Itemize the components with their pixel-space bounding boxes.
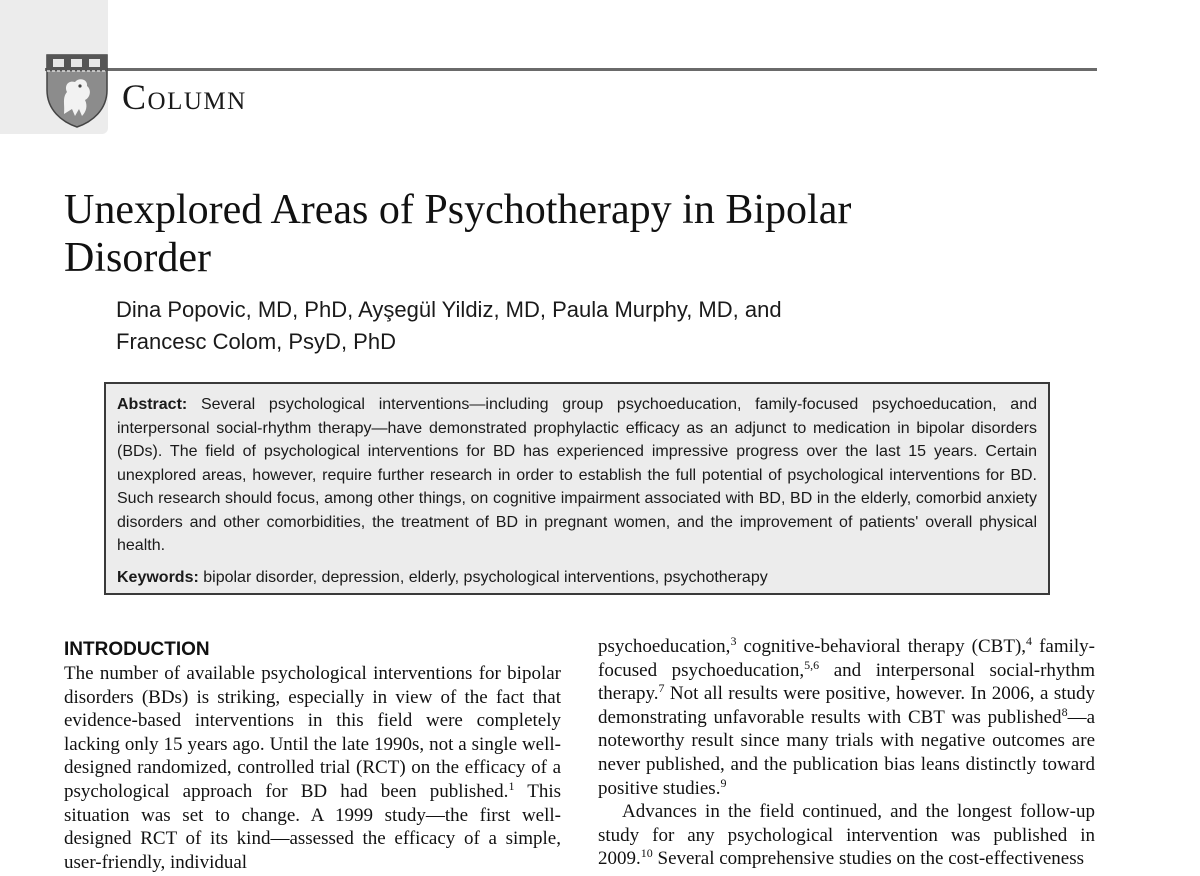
intro-text-b: This situation was set to change. A 1999 study—the first well-designed RCT of its kind—assessed the efficacy of a simple, user-friendly, individual xyxy=(64,780,562,873)
reference-marker: 8 xyxy=(1061,704,1068,719)
reference-marker: 1 xyxy=(508,778,515,793)
reference-marker: 9 xyxy=(720,775,727,790)
body-text: Not all results were positive, however. In 2006, a study demonstrating unfavorable results with CBT was published xyxy=(598,683,1095,728)
reference-marker: 5,6 xyxy=(804,657,820,672)
reference-marker: 10 xyxy=(640,846,653,861)
right-column xyxy=(598,635,1095,871)
left-column xyxy=(64,638,561,874)
author-list: Dina Popovic, MD, PhD, Ayşegül Yildiz, MD, Paula Murphy, MD, and Francesc Colom, PsyD, PhD xyxy=(116,297,782,354)
reference-marker: 3 xyxy=(730,634,737,648)
reference-marker: 7 xyxy=(658,681,665,696)
abstract-box xyxy=(104,382,1050,595)
header-rule xyxy=(45,68,1097,71)
section-label: Column xyxy=(122,77,247,117)
body-text: family-focused psychoeducation, xyxy=(598,636,1095,681)
intro-text-a: The number of available psychological interventions for bipolar disorders (BDs) is striking, especially in view of the fact that evidence-based interventions in this field were completely lacking only 15 years ago. Until the late 1990s, not a single well-designed randomized, controlled trial (RCT) on the efficacy of a psychological approach for BD had been published. xyxy=(64,663,561,802)
body-text: psychoeducation, xyxy=(598,636,731,657)
abstract-label: Abstract: xyxy=(117,396,188,413)
keywords-label: Keywords: xyxy=(117,568,199,586)
body-text: Several comprehensive studies on the cost-effectiveness xyxy=(652,848,1084,870)
keywords-line xyxy=(117,566,1037,590)
shield-logo-icon xyxy=(44,52,110,128)
body-text: —a noteworthy result since many trials with negative outcomes are never published, and the publication bias leans distinctly toward positive studies. xyxy=(598,706,1095,799)
body-paragraph-2 xyxy=(598,800,1095,871)
body-text: Advances in the field continued, and the longest follow-up study for any psychological intervention was published in 2009. xyxy=(598,801,1095,870)
body-text: cognitive-behavioral therapy (CBT), xyxy=(736,636,1027,657)
body-paragraph-1 xyxy=(598,635,1095,800)
abstract-text: Several psychological interventions—including group psychoeducation, family-focused psychoeducation, and interpersonal social-rhythm therapy—have demonstrated prophylactic efficacy as an adjunct to medication in bipolar disorders (BDs). The field of psychological interventions for BD has experienced impressive progress over the last 15 years. Certain unexplored areas, however, require further research in order to establish the full potential of psychological interventions for BD. Such research should focus, among other things, on cognitive impairment associated with BD, BD in the elderly, comorbid anxiety disorders and other comorbidities, the treatment of BD in pregnant women, and the improvement of patients' overall physical health. xyxy=(117,396,1037,554)
intro-paragraph xyxy=(64,662,561,874)
article-title: Unexplored Areas of Psychotherapy in Bipolar Disorder xyxy=(64,187,852,281)
reference-marker: 4 xyxy=(1026,634,1033,648)
keywords-text: bipolar disorder, depression, elderly, psychological interventions, psychotherapy xyxy=(203,568,768,586)
introduction-heading: INTRODUCTION xyxy=(64,639,210,660)
abstract-paragraph xyxy=(117,393,1037,558)
body-text: and interpersonal social-rhythm therapy. xyxy=(598,659,1095,705)
